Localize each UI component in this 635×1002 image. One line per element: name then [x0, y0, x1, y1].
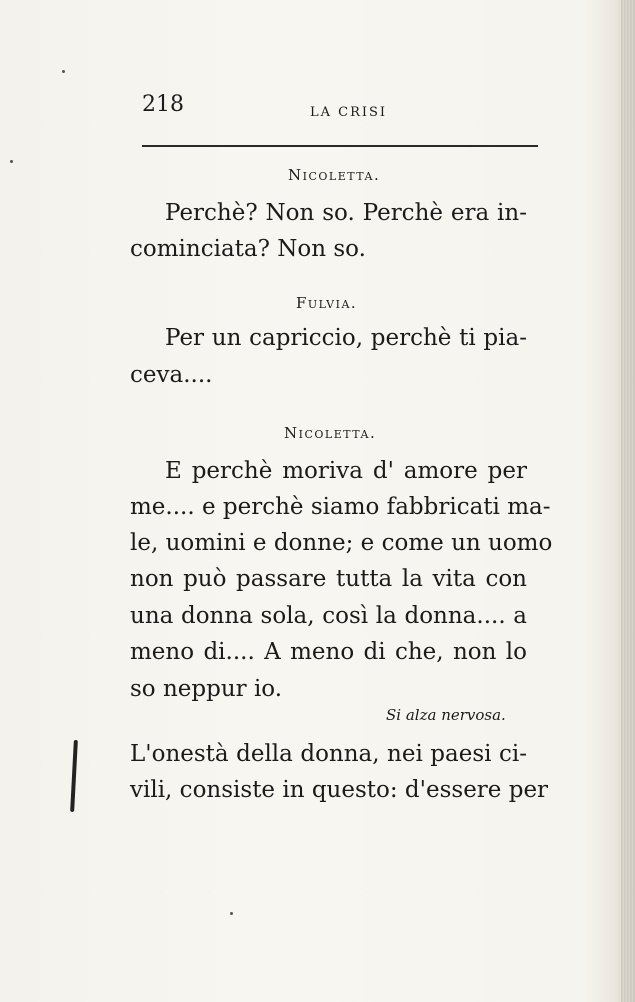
- text-line: le, uomini e donne; e come un uomo: [130, 530, 553, 556]
- header-rule: [142, 145, 538, 147]
- speaker-name: Nicoletta.: [284, 424, 377, 442]
- text-line: L'onestà della donna, nei paesi ci-: [130, 741, 527, 767]
- text-line: una donna sola, così la donna.... a: [130, 603, 527, 629]
- running-title: LA CRISI: [310, 105, 388, 120]
- paper-speck: [62, 70, 65, 73]
- page-number: 218: [142, 92, 184, 117]
- paper-speck: [10, 160, 13, 163]
- stage-direction: Si alza nervosa.: [386, 706, 506, 724]
- speaker-name: Fulvia.: [296, 294, 358, 312]
- text-line: vili, consiste in questo: d'essere per: [130, 777, 549, 803]
- text-line: so neppur io.: [130, 676, 283, 702]
- text-line: me.... e perchè siamo fabbricati ma-: [130, 494, 551, 520]
- text-line: Perchè? Non so. Perchè era in-: [165, 200, 527, 226]
- text-line: cominciata? Non so.: [130, 236, 366, 262]
- paper-speck: [230, 912, 233, 915]
- margin-pencil-mark: [70, 740, 78, 812]
- text-line: meno di.... A meno di che, non lo: [130, 639, 527, 665]
- speaker-name: Nicoletta.: [288, 166, 381, 184]
- page-edge: [621, 0, 635, 1002]
- text-line: Per un capriccio, perchè ti pia-: [165, 325, 527, 351]
- text-line: E perchè moriva d' amore per: [165, 458, 527, 484]
- text-line: ceva....: [130, 362, 213, 388]
- text-line: non può passare tutta la vita con: [130, 566, 527, 592]
